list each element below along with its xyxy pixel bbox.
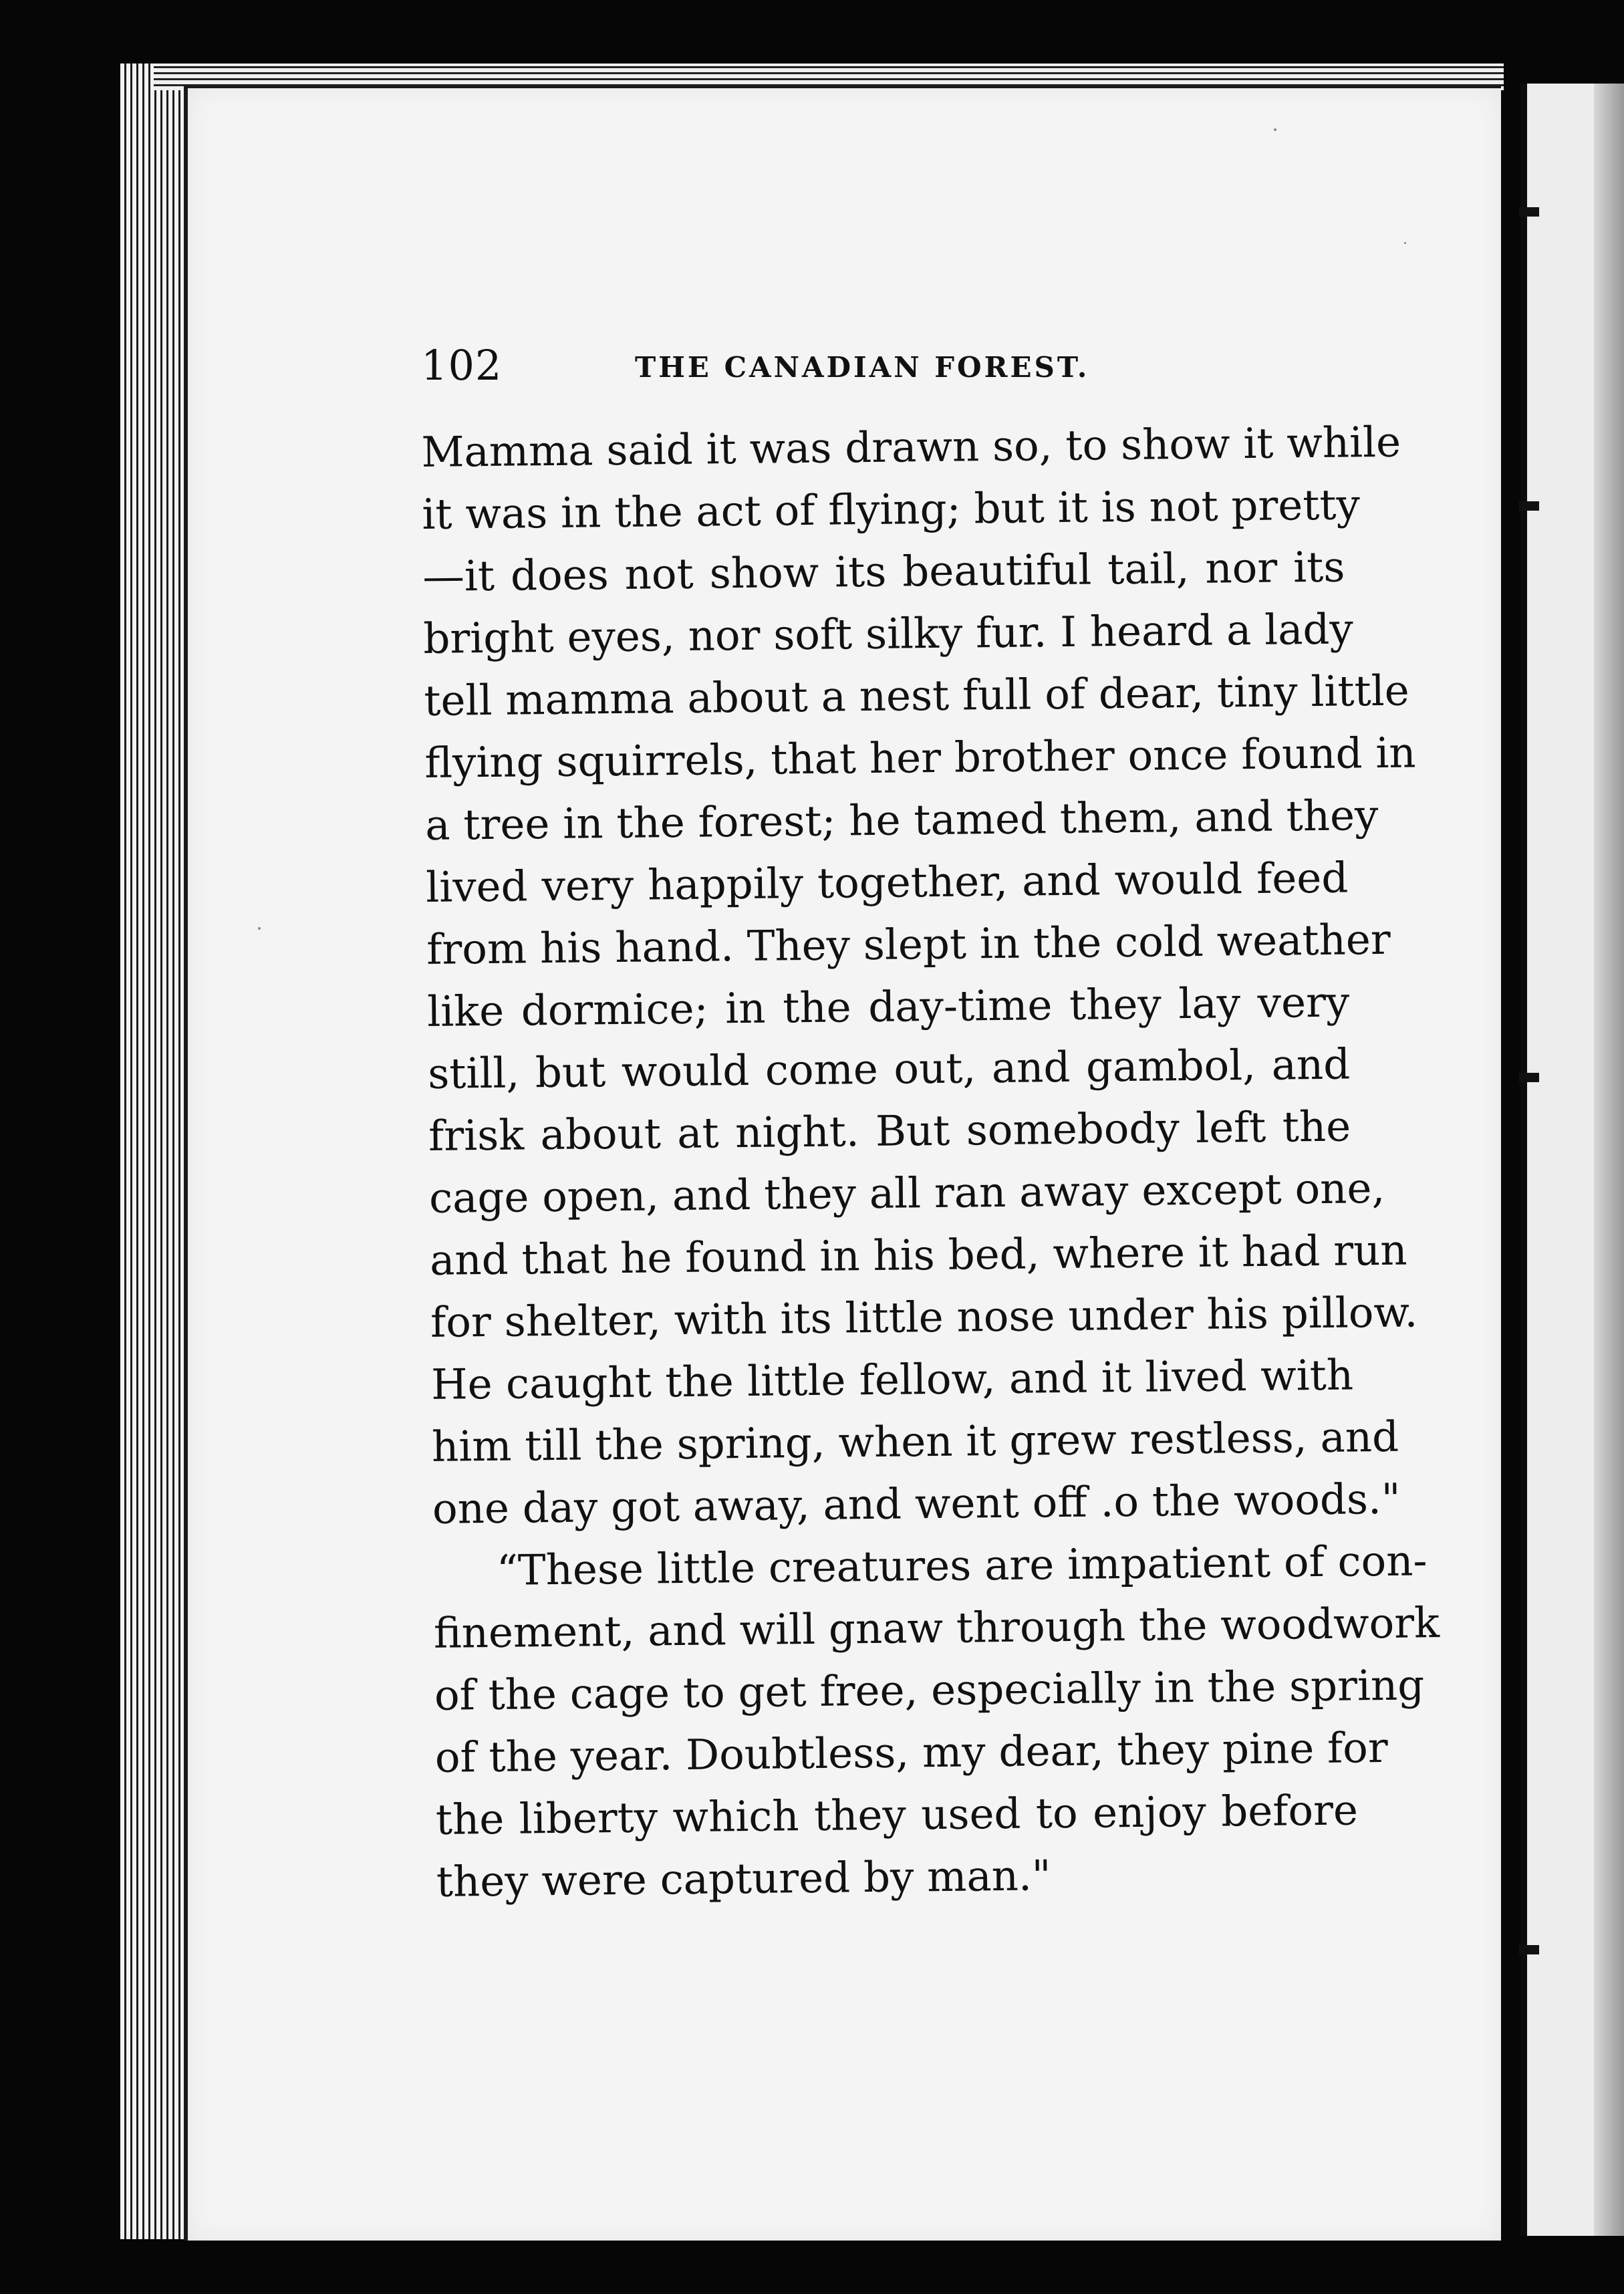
text-line: they were captured by man." (436, 1851, 1051, 1906)
adjacent-page-mark (1519, 1945, 1539, 1954)
adjacent-page-mark (1519, 501, 1539, 511)
text-line: He caught the little fellow, and it lived with (430, 1350, 1354, 1409)
adjacent-page-mark (1519, 207, 1539, 217)
adjacent-page (1520, 84, 1624, 2236)
gutter-shadow (1594, 84, 1624, 2236)
text-line: —it does not show its beautiful tail, nor its (422, 542, 1345, 601)
speck (1274, 128, 1276, 131)
text-line: frisk about at night. But somebody left the (428, 1102, 1351, 1160)
stacked-page-edges (120, 63, 187, 2239)
text-line: finement, and will gnaw through the woodwork (433, 1598, 1440, 1658)
speck (1404, 242, 1406, 244)
speck (258, 927, 261, 930)
text-line: of the year. Doubtless, my dear, they pine for (434, 1723, 1389, 1782)
paragraph (421, 412, 1418, 1540)
text-line: one day got away, and went off .o the woods." (432, 1474, 1401, 1533)
text-line: still, but would come out, and gambol, and (427, 1039, 1351, 1098)
text-line: and that he found in his bed, where it had run (429, 1225, 1407, 1285)
adjacent-page-mark (1519, 1073, 1539, 1082)
text-line: “These little creatures are impatient of con- (496, 1536, 1428, 1595)
body-text (421, 412, 1440, 1913)
text-line: tell mamma about a nest full of dear, tiny little (424, 666, 1409, 725)
text-line: bright eyes, nor soft silky fur. I heard a lady (423, 604, 1354, 663)
running-title: THE CANADIAN FOREST. (635, 351, 1090, 384)
text-line: of the cage to get free, especially in the spring (434, 1660, 1425, 1720)
text-line: the liberty which they used to enjoy before (435, 1785, 1359, 1844)
text-line: Mamma said it was drawn so, to show it while (421, 417, 1401, 477)
text-line: cage open, and they all ran away except one, (428, 1163, 1385, 1223)
page-number: 102 (421, 341, 503, 390)
text-line: it was in the act of flying; but it is not pretty (422, 480, 1361, 539)
text-line: for shelter, with its little nose under his pillow. (430, 1287, 1418, 1347)
text-line: like dormice; in the day-time they lay very (426, 977, 1350, 1036)
text-line: from his hand. They slept in the cold weather (426, 914, 1391, 974)
text-line: flying squirrels, that her brother once found in (424, 728, 1416, 787)
text-line: him till the spring, when it grew restless, and (431, 1412, 1399, 1471)
paragraph (433, 1530, 1440, 1912)
text-line: a tree in the forest; he tamed them, and they (424, 791, 1379, 850)
text-line: lived very happily together, and would feed (425, 853, 1349, 912)
running-head (421, 341, 1424, 394)
